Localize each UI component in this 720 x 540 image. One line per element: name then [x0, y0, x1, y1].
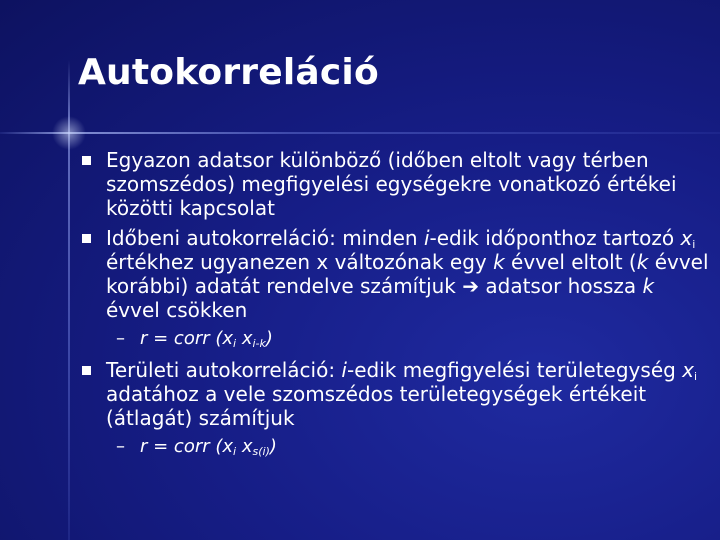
formula-subscript: i — [233, 337, 237, 350]
text-run: -edik időponthoz tartozó — [429, 226, 681, 250]
formula-subscript: i-k — [252, 337, 266, 350]
sub-item-temporal-formula — [78, 328, 710, 350]
bullet-item-definition — [78, 148, 710, 220]
formula-part: x — [236, 328, 253, 349]
math-var: i — [423, 226, 430, 250]
decorative-horizontal-line — [0, 132, 720, 134]
math-subscript: i — [692, 238, 696, 251]
formula-part: ) — [269, 436, 277, 457]
bullet-text: Egyazon adatsor különböző (időben eltolt vagy térben szomszédos) megfigyelési egységekre vonatkozó értékei közötti kapcsolat — [106, 148, 677, 220]
bullet-item-spatial — [78, 358, 710, 430]
formula-part: ) — [265, 328, 273, 349]
math-var: i — [341, 358, 347, 382]
text-run: évvel csökken — [106, 298, 248, 322]
sub-item-spatial-formula — [78, 436, 710, 458]
math-var: x — [680, 226, 693, 250]
slide-title: Autokorreláció — [78, 52, 379, 93]
math-var: k — [493, 250, 505, 274]
formula-part: x — [236, 436, 253, 457]
text-run: adatsor hossza — [479, 274, 643, 298]
dash-bullet: – — [116, 328, 125, 349]
formula-subscript: s(i) — [252, 445, 270, 458]
arrow-icon: ➔ — [462, 274, 480, 298]
math-var: k — [636, 250, 649, 274]
text-run: évvel korábbi) adatát rendelve számítjuk — [106, 250, 709, 298]
square-bullet-icon — [82, 366, 91, 375]
text-run: adatához a vele szomszédos területegységek értékeit (átlagát) számítjuk — [106, 382, 647, 430]
math-subscript: i — [694, 370, 698, 383]
square-bullet-icon — [82, 234, 91, 243]
text-run: értékhez ugyanezen x változónak egy — [106, 250, 494, 274]
text-run: -edik megfigyelési területegység — [346, 358, 683, 382]
math-var: k — [642, 274, 655, 298]
math-var: x — [682, 358, 695, 382]
decorative-glow — [52, 116, 86, 150]
square-bullet-icon — [82, 156, 91, 165]
slide-content — [78, 148, 710, 466]
dash-bullet: – — [116, 436, 125, 457]
formula-subscript: i — [233, 445, 237, 458]
text-run: Területi autokorreláció: — [106, 358, 342, 382]
formula-part: r = corr (x — [140, 328, 234, 349]
formula-part: r = corr (x — [140, 436, 234, 457]
bullet-item-temporal — [78, 226, 710, 322]
text-run: évvel eltolt ( — [504, 250, 637, 274]
text-run: Időbeni autokorreláció: minden — [106, 226, 424, 250]
